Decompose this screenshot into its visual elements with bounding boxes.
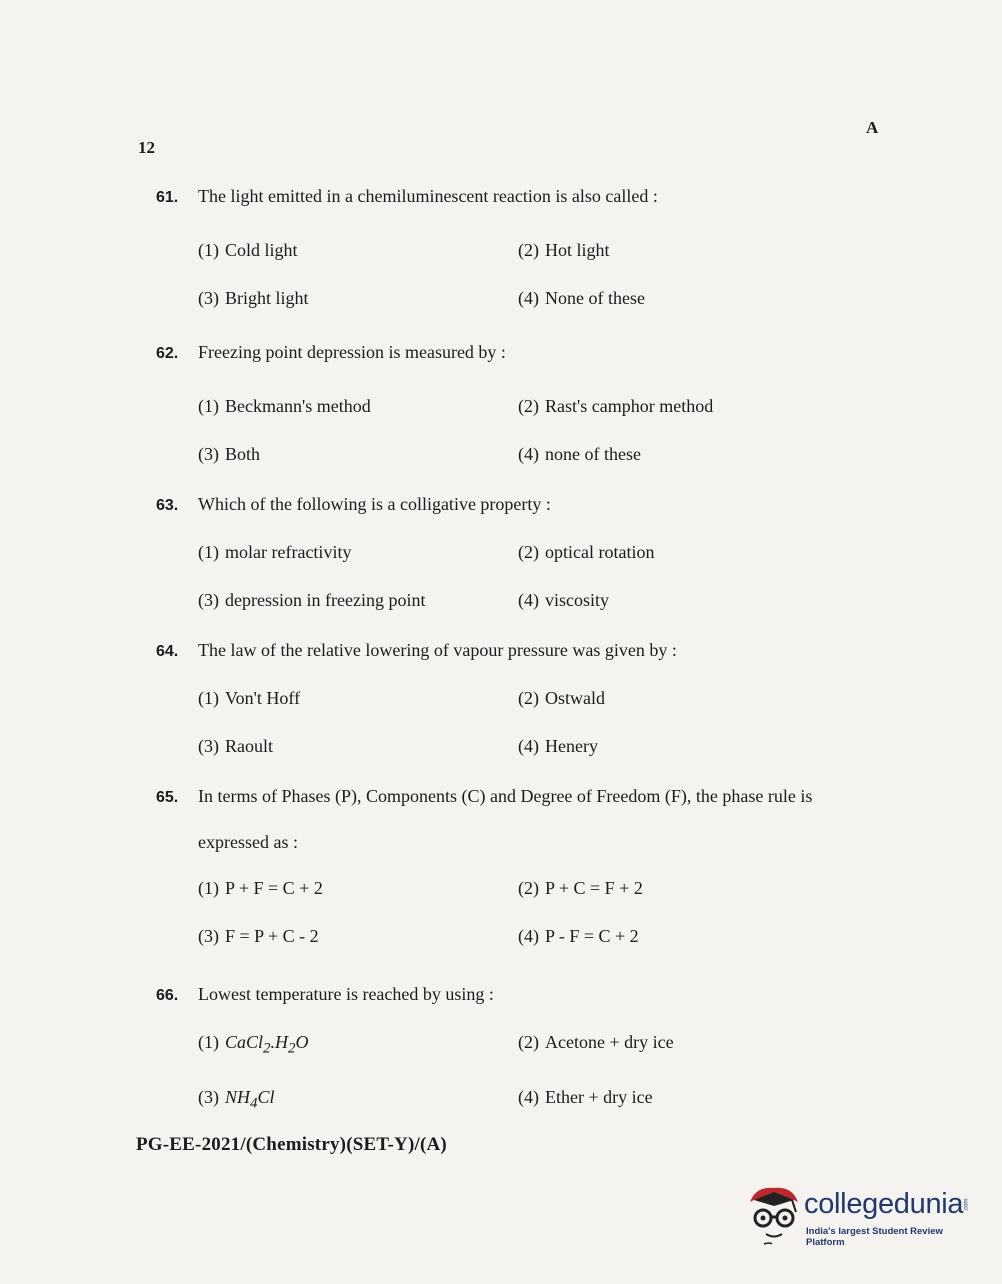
option-3: (3) Raoult: [198, 736, 273, 756]
question-text: The light emitted in a chemiluminescent reaction is also called :: [198, 186, 658, 206]
option-2: (2) P + C = F + 2: [518, 878, 643, 898]
question-text: Which of the following is a colligative property :: [198, 494, 551, 514]
option-4: (4) P - F = C + 2: [518, 926, 639, 946]
question-61: [156, 174, 916, 322]
option-3: (3) depression in freezing point: [198, 590, 426, 610]
option-1: (1) Von't Hoff: [198, 688, 301, 708]
question-62: [156, 330, 916, 478]
brand-tagline: India's largest Student Review Platform: [806, 1226, 943, 1248]
question-65: [156, 774, 916, 960]
collegedunia-logo-icon: [744, 1182, 804, 1248]
brand-suffix: .com: [963, 1198, 970, 1212]
question-text-continued: expressed as :: [198, 832, 298, 852]
set-letter: A: [866, 118, 879, 137]
option-1: (1) P + F = C + 2: [198, 878, 323, 898]
option-2: (2) Rast's camphor method: [518, 396, 714, 416]
question-text: Freezing point depression is measured by :: [198, 342, 506, 362]
option-3: (3) $NH_4Cl$: [198, 1086, 275, 1112]
option-2: (2) Ostwald: [518, 688, 605, 708]
option-3: (3) F = P + C - 2: [198, 926, 319, 946]
question-number: 61.: [156, 189, 179, 206]
question-text: The law of the relative lowering of vapour pressure was given by :: [198, 640, 677, 660]
option-4: (4) None of these: [518, 288, 645, 308]
option-4: (4) Henery: [518, 736, 598, 756]
page-number: 12: [138, 138, 155, 157]
brand-watermark: [744, 1182, 984, 1252]
question-text: In terms of Phases (P), Components (C) and Degree of Freedom (F), the phase rule is: [198, 786, 813, 806]
option-4: (4) Ether + dry ice: [518, 1086, 653, 1107]
option-1: (1) $CaCl_2.H_2O$: [198, 1032, 309, 1057]
question-66: [156, 972, 916, 1127]
question-number: 66.: [156, 987, 179, 1004]
option-1: (1) molar refractivity: [198, 542, 352, 562]
brand-name: collegedunia: [804, 1188, 964, 1220]
question-number: 64.: [156, 643, 179, 660]
option-2: (2) Hot light: [518, 240, 610, 260]
option-3: (3) Bright light: [198, 288, 309, 308]
question-text: Lowest temperature is reached by using :: [198, 984, 494, 1004]
option-4: (4) viscosity: [518, 590, 610, 610]
option-4: (4) none of these: [518, 444, 641, 464]
option-2: (2) Acetone + dry ice: [518, 1032, 674, 1052]
formula-nh4cl: $NH_4Cl$: [225, 1086, 275, 1112]
option-3: (3) Both: [198, 444, 261, 464]
option-1: (1) Cold light: [198, 240, 298, 260]
question-number: 62.: [156, 345, 179, 362]
formula-cacl2-h2o: $CaCl_2.H_2O$: [225, 1032, 309, 1057]
question-64: [156, 628, 916, 770]
question-number: 65.: [156, 789, 179, 806]
paper-code: PG-EE-2021/(Chemistry)(SET-Y)/(A): [136, 1134, 447, 1155]
question-63: [156, 482, 916, 624]
option-2: (2) optical rotation: [518, 542, 655, 562]
option-1: (1) Beckmann's method: [198, 396, 371, 416]
question-number: 63.: [156, 497, 179, 514]
